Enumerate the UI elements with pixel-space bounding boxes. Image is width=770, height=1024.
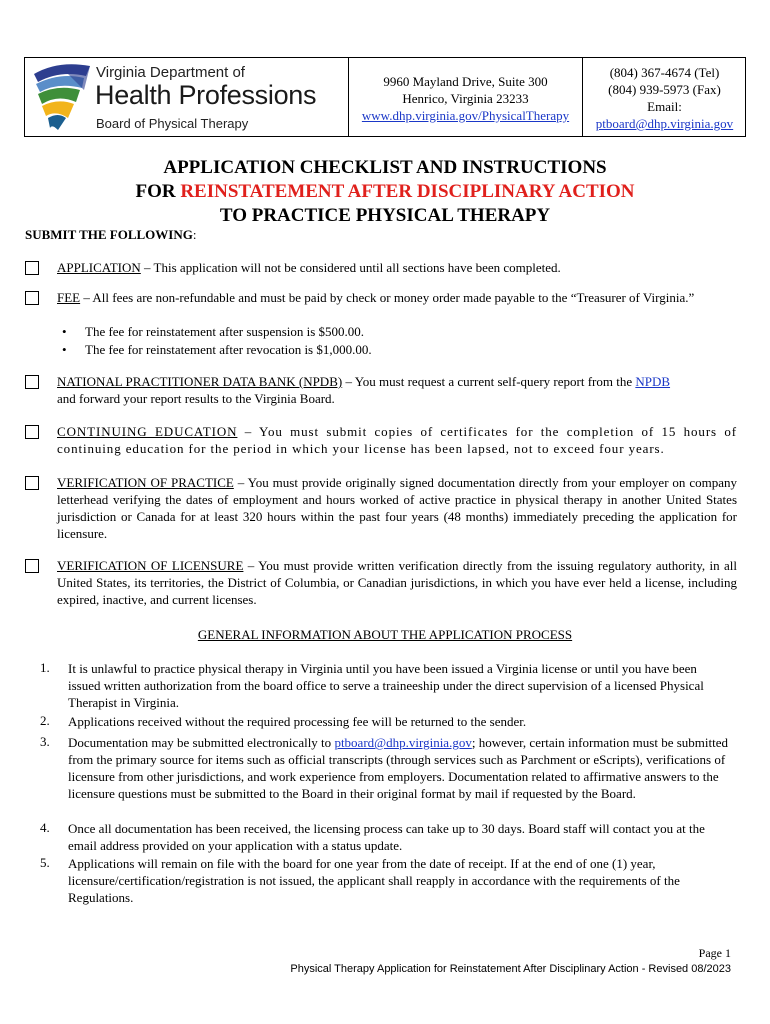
list-number: 3. — [40, 734, 50, 749]
list-number: 5. — [40, 855, 50, 870]
email-label: Email: — [647, 99, 682, 114]
item-continuing-education — [57, 423, 737, 457]
list-number: 4. — [40, 820, 50, 835]
address-line2: Henrico, Virginia 23233 — [402, 91, 529, 106]
website-link[interactable]: www.dhp.virginia.gov/PhysicalTherapy — [361, 108, 570, 123]
general-heading: GENERAL INFORMATION ABOUT THE APPLICATION PROCESS — [197, 627, 573, 642]
checkbox-fee[interactable] — [25, 291, 39, 305]
checkbox-verification-practice[interactable] — [25, 476, 39, 490]
vop-text: – You must provide originally signed documentation directly from your employer on company letterhead verifying the dates of employment and hours worked of active practice in physical therapy in another United States jurisdiction or Canada for at least 320 hours within the past four years (48 months) immediately preceding the application for licensure. — [57, 475, 737, 541]
title-prefix: FOR — [135, 181, 181, 202]
page-number: Page 1 — [698, 946, 731, 960]
tel: (804) 367-4674 (Tel) — [609, 65, 720, 80]
page-title-line1: APPLICATION CHECKLIST AND INSTRUCTIONS — [163, 157, 607, 178]
email-link[interactable]: ptboard@dhp.virginia.gov — [595, 116, 734, 131]
submit-colon: : — [192, 227, 197, 242]
item-npdb — [57, 373, 737, 407]
list-item: Once all documentation has been received, the licensing process can take up to 30 days. Board staff will contact you at the email address provided on your application with a status update. — [68, 821, 705, 853]
fee-text: – All fees are non-refundable and must be paid by check or money order made payable to the “Treasurer of Virginia.” — [80, 290, 695, 305]
ce-text: – You must submit copies of certificates for the completion of 15 hours of continuing education for the period in which your license has been lapsed, not to exceed four years. — [57, 424, 737, 456]
list-item — [68, 734, 730, 802]
npdb-text: – You must request a current self-query report from the — [342, 374, 636, 389]
item-verification-practice — [57, 474, 737, 542]
npdb-text2: and forward your report results to the Virginia Board. — [57, 391, 335, 406]
logo-line3: Board of Physical Therapy — [96, 116, 249, 131]
logo-line1: Virginia Department of — [96, 64, 245, 81]
contact-block — [583, 64, 746, 132]
fax: (804) 939-5973 (Fax) — [608, 82, 721, 97]
ce-label: CONTINUING EDUCATION — [57, 424, 238, 439]
page-title-line2 — [0, 180, 770, 204]
submit-heading — [25, 227, 196, 243]
address-block — [349, 73, 582, 124]
list-item: Applications will remain on file with the board for one year from the date of receipt. If at the end of one (1) year, licensure/certification/registration is not issued, the applicant shall reapply in accordance with the requirements of the Regulations. — [68, 856, 680, 905]
email-link[interactable]: ptboard@dhp.virginia.gov — [334, 735, 472, 750]
vop-label: VERIFICATION OF PRACTICE — [57, 475, 234, 490]
item3-text-b: ; however, certain information must be submitted from the primary source for items such as official transcripts (through services such as Parchment or eScripts), verifications of licensure from other jurisdictions, and work experience from employers. Documentation related to affirmative answers to the licensure questions must be submitted to the Board in their original format by mail if requested by the Board. — [68, 735, 728, 801]
npdb-label: NATIONAL PRACTITIONER DATA BANK (NPDB) — [57, 374, 343, 389]
bullet-icon: • — [62, 324, 67, 339]
list-item: It is unlawful to practice physical therapy in Virginia until you have been issued a Virginia license or until you have been issued written authorization from the board office to serve a traineeship under the direct supervision of a licensed Physical Therapist in Virginia. — [68, 661, 704, 710]
fee-label: FEE — [57, 290, 81, 305]
npdb-link[interactable]: NPDB — [635, 374, 671, 389]
checkbox-verification-licensure[interactable] — [25, 559, 39, 573]
application-text: – This application will not be considered until all sections have been completed. — [140, 260, 561, 275]
checkbox-ce[interactable] — [25, 425, 39, 439]
item3-text-a: Documentation may be submitted electronically to — [68, 735, 335, 750]
address-line1: 9960 Mayland Drive, Suite 300 — [383, 74, 548, 89]
item-fee — [57, 289, 737, 306]
logo-line2: Health Professions — [95, 80, 317, 110]
footer-text: Physical Therapy Application for Reinstatement After Disciplinary Action - Revised 08/2023 — [290, 963, 731, 975]
vol-text: – You must provide written verification directly from the issuing regulatory authority, in all United States, its territories, the District of Columbia, or Canadian jurisdictions, in which you have ever held a license, including expired, inactive, and current licenses. — [57, 558, 738, 607]
checkbox-application[interactable] — [25, 261, 39, 275]
list-number: 1. — [40, 660, 50, 675]
submit-heading-text: SUBMIT THE FOLLOWING — [25, 227, 193, 242]
list-item: Applications received without the required processing fee will be returned to the sender. — [68, 714, 527, 729]
fee-bullet2: The fee for reinstatement after revocation is $1,000.00. — [85, 342, 372, 357]
page-title-line3: TO PRACTICE PHYSICAL THERAPY — [219, 205, 551, 226]
item-application — [57, 259, 737, 276]
vol-label: VERIFICATION OF LICENSURE — [57, 558, 244, 573]
fee-bullet1: The fee for reinstatement after suspension is $500.00. — [85, 324, 365, 339]
item-verification-licensure — [57, 557, 737, 608]
list-number: 2. — [40, 713, 50, 728]
application-label: APPLICATION — [57, 260, 141, 275]
checkbox-npdb[interactable] — [25, 375, 39, 389]
title-red: REINSTATEMENT AFTER DISCIPLINARY ACTION — [180, 181, 635, 202]
bullet-icon: • — [62, 342, 67, 357]
